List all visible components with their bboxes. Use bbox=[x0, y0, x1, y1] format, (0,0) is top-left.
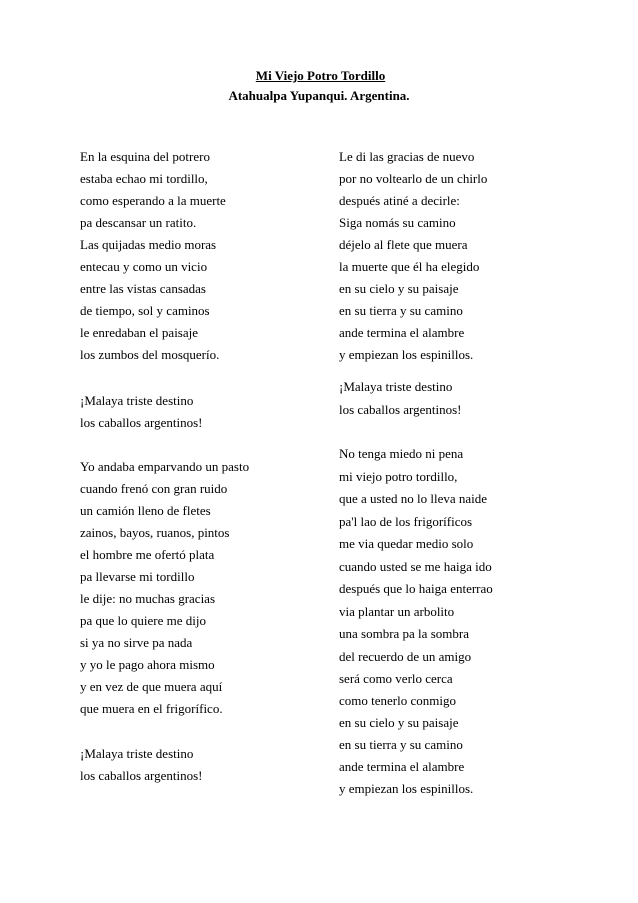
right-verse-line: via plantar un arbolito bbox=[339, 604, 455, 619]
right-verse-line: en su cielo y su paisaje bbox=[339, 281, 459, 296]
right-verse-line: la muerte que él ha elegido bbox=[339, 259, 480, 274]
right-verse-line: y empiezan los espinillos. bbox=[339, 781, 474, 796]
left-verse-line: que muera en el frigorífico. bbox=[80, 701, 223, 716]
right-verse-line: cuando usted se me haiga ido bbox=[339, 559, 492, 574]
left-verse-line: los zumbos del mosquerío. bbox=[80, 347, 220, 362]
right-verse-line: en su tierra y su camino bbox=[339, 303, 463, 318]
left-verse-line: entre las vistas cansadas bbox=[80, 281, 206, 296]
right-verse-line: déjelo al flete que muera bbox=[339, 237, 468, 252]
left-verse-line: le enredaban el paisaje bbox=[80, 325, 199, 340]
left-verse-line: Yo andaba emparvando un pasto bbox=[80, 459, 250, 474]
left-verse-line: un camión lleno de fletes bbox=[80, 503, 211, 518]
right-verse-line: en su tierra y su camino bbox=[339, 737, 463, 752]
poem-title: Mi Viejo Potro Tordillo bbox=[255, 68, 386, 83]
left-refrain-line: ¡Malaya triste destino bbox=[80, 746, 194, 761]
right-verse-line: del recuerdo de un amigo bbox=[339, 649, 472, 664]
right-verse-line: y empiezan los espinillos. bbox=[339, 347, 474, 362]
left-verse-line: cuando frenó con gran ruido bbox=[80, 481, 228, 496]
left-verse-line: zainos, bayos, ruanos, pintos bbox=[80, 525, 230, 540]
right-verse-line: ande termina el alambre bbox=[339, 325, 465, 340]
left-refrain-line: los caballos argentinos! bbox=[80, 768, 203, 783]
right-verse-line: Le di las gracias de nuevo bbox=[339, 149, 475, 164]
right-verse-line: será como verlo cerca bbox=[339, 671, 453, 686]
right-verse-line: ande termina el alambre bbox=[339, 759, 465, 774]
right-refrain-line: los caballos argentinos! bbox=[339, 402, 462, 417]
right-verse-line: pa'l lao de los frigoríficos bbox=[339, 514, 473, 529]
right-verse-line: mi viejo potro tordillo, bbox=[339, 469, 458, 484]
left-verse-line: pa descansar un ratito. bbox=[80, 215, 197, 230]
left-verse-line: estaba echao mi tordillo, bbox=[80, 171, 208, 186]
right-verse-line: No tenga miedo ni pena bbox=[339, 446, 464, 461]
left-verse-line: como esperando a la muerte bbox=[80, 193, 226, 208]
right-verse-line: una sombra pa la sombra bbox=[339, 626, 469, 641]
left-verse-line: Las quijadas medio moras bbox=[80, 237, 217, 252]
left-refrain-line: los caballos argentinos! bbox=[80, 415, 203, 430]
left-verse-line: y en vez de que muera aquí bbox=[80, 679, 223, 694]
left-verse-line: pa llevarse mi tordillo bbox=[80, 569, 195, 584]
left-verse-line: el hombre me ofertó plata bbox=[80, 547, 215, 562]
right-verse-line: que a usted no lo lleva naide bbox=[339, 491, 488, 506]
left-verse-line: si ya no sirve pa nada bbox=[80, 635, 193, 650]
left-verse-line: de tiempo, sol y caminos bbox=[80, 303, 210, 318]
left-verse-line: entecau y como un vicio bbox=[80, 259, 208, 274]
right-verse-line: después que lo haiga enterrao bbox=[339, 581, 493, 596]
left-verse-line: le dije: no muchas gracias bbox=[80, 591, 216, 606]
right-verse-line: después atiné a decirle: bbox=[339, 193, 460, 208]
right-refrain-line: ¡Malaya triste destino bbox=[339, 379, 453, 394]
right-verse-line: como tenerlo conmigo bbox=[339, 693, 456, 708]
right-verse-line: en su cielo y su paisaje bbox=[339, 715, 459, 730]
left-verse-line: pa que lo quiere me dijo bbox=[80, 613, 206, 628]
left-refrain-line: ¡Malaya triste destino bbox=[80, 393, 194, 408]
right-verse-line: me via quedar medio solo bbox=[339, 536, 474, 551]
title-block bbox=[0, 66, 638, 106]
left-verse-line: y yo le pago ahora mismo bbox=[80, 657, 215, 672]
right-verse-line: Siga nomás su camino bbox=[339, 215, 456, 230]
right-verse-line: por no voltearlo de un chirlo bbox=[339, 171, 488, 186]
poem-author: Atahualpa Yupanqui. Argentina. bbox=[228, 88, 410, 103]
left-verse-line: En la esquina del potrero bbox=[80, 149, 210, 164]
